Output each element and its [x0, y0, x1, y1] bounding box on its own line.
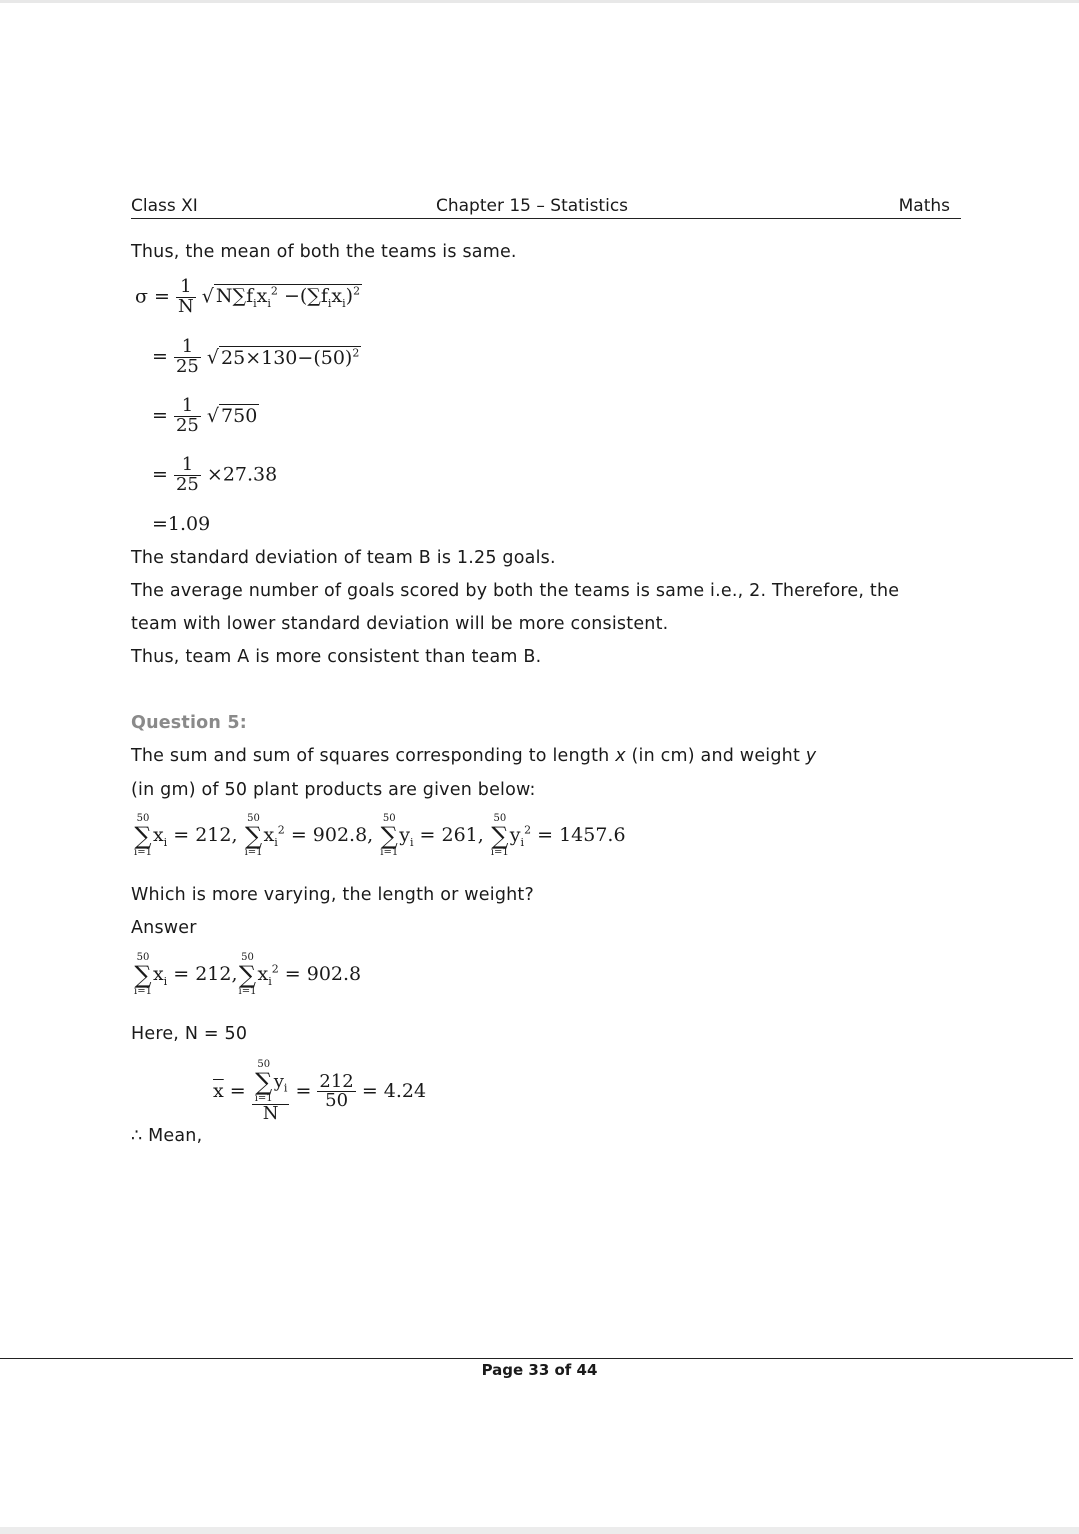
question-line-2: (in gm) of 50 plant products are given below: [131, 780, 536, 800]
step-2-formula: = $\frac{1}{25}$ √ 750 [152, 395, 258, 436]
footer-divider [0, 1358, 1073, 1359]
which-more-varying: Which is more varying, the length or weight? [131, 885, 534, 905]
step-result: =1.09 [152, 513, 211, 535]
header-chapter: Chapter 15 – Statistics [436, 196, 629, 216]
summation-icon: 50 ∑ i=1 [134, 952, 152, 997]
sigma-symbol: σ = [135, 285, 170, 308]
page-header [131, 196, 961, 219]
here-n-text: Here, N = 50 [131, 1024, 248, 1044]
fraction-1-over-25: $\frac{1}{25}$ [175, 395, 199, 436]
conclusion-text: Thus, team A is more consistent than team B. [131, 647, 542, 667]
mean-label: ∴ Mean, [131, 1126, 203, 1146]
summation-icon: 50 ∑ i=1 [238, 952, 257, 997]
step-1-formula: = $\frac{1}{25}$ √ $25\times 130-(50)^2$ [152, 336, 360, 377]
fraction-sum-over-n: 50 ∑ i=1 $y_i$ N [252, 1060, 290, 1124]
fraction-1-over-25: $\frac{1}{25}$ [175, 336, 199, 377]
given-sums-formula: 50 ∑ i=1 $x_i = 212$, 50 ∑ i=1 $x_i^2 = 902.8$, 50 ∑ i=1 $y_i = 261$, 50 ∑ i=1 $y_i^2 = 1457.6$ [134, 813, 626, 858]
header-class: Class XI [131, 196, 198, 216]
fraction-1-over-n: $\frac{1}{N}$ [177, 276, 194, 317]
average-line-1: The average number of goals scored by both the teams is same i.e., 2. Therefore, the [131, 581, 900, 601]
header-subject: Maths [898, 196, 950, 216]
sqrt-step-1: √ $25\times 130-(50)^2$ [206, 346, 360, 369]
average-line-2: team with lower standard deviation will be more consistent. [131, 614, 669, 634]
bottom-strip [0, 1527, 1079, 1534]
summation-icon: 50 ∑ i=1 [134, 813, 152, 858]
sqrt-step-2: √ 750 [206, 405, 258, 428]
top-strip [0, 0, 1079, 3]
step-3-formula: = $\frac{1}{25}$ ×27.38 [152, 454, 278, 495]
fraction-212-over-50: $\frac{212}{50}$ [319, 1070, 354, 1112]
answer-sums-formula: 50 ∑ i=1 $x_i = 212$, 50 ∑ i=1 $x_i^2 = 902.8$ [134, 952, 362, 997]
summation-icon: 50 ∑ i=1 [380, 813, 399, 858]
page-number: Page 33 of 44 [481, 1361, 598, 1379]
fraction-1-over-25: $\frac{1}{25}$ [175, 454, 199, 495]
question-line-1: The sum and sum of squares corresponding to length x (in cm) and weight y [131, 746, 817, 766]
sd-team-b-text: The standard deviation of team B is 1.25 goals. [131, 548, 556, 568]
answer-label: Answer [131, 918, 197, 938]
sqrt-general: √ $N\sum f_ix_i^2 -(\sum f_ix_i)^2$ [201, 284, 361, 310]
mean-same-text: Thus, the mean of both the teams is same. [131, 242, 517, 262]
summation-icon: 50 ∑ i=1 [244, 813, 263, 858]
summation-icon: 50 ∑ i=1 [254, 1059, 273, 1104]
summation-icon: 50 ∑ i=1 [490, 813, 509, 858]
question-title: Question 5: [131, 713, 247, 733]
mean-formula: $\overline{x}$ = 50 ∑ i=1 $y_i$ N = $\frac{212}{50}$ = 4.24 [213, 1059, 427, 1124]
sigma-formula [135, 278, 362, 317]
